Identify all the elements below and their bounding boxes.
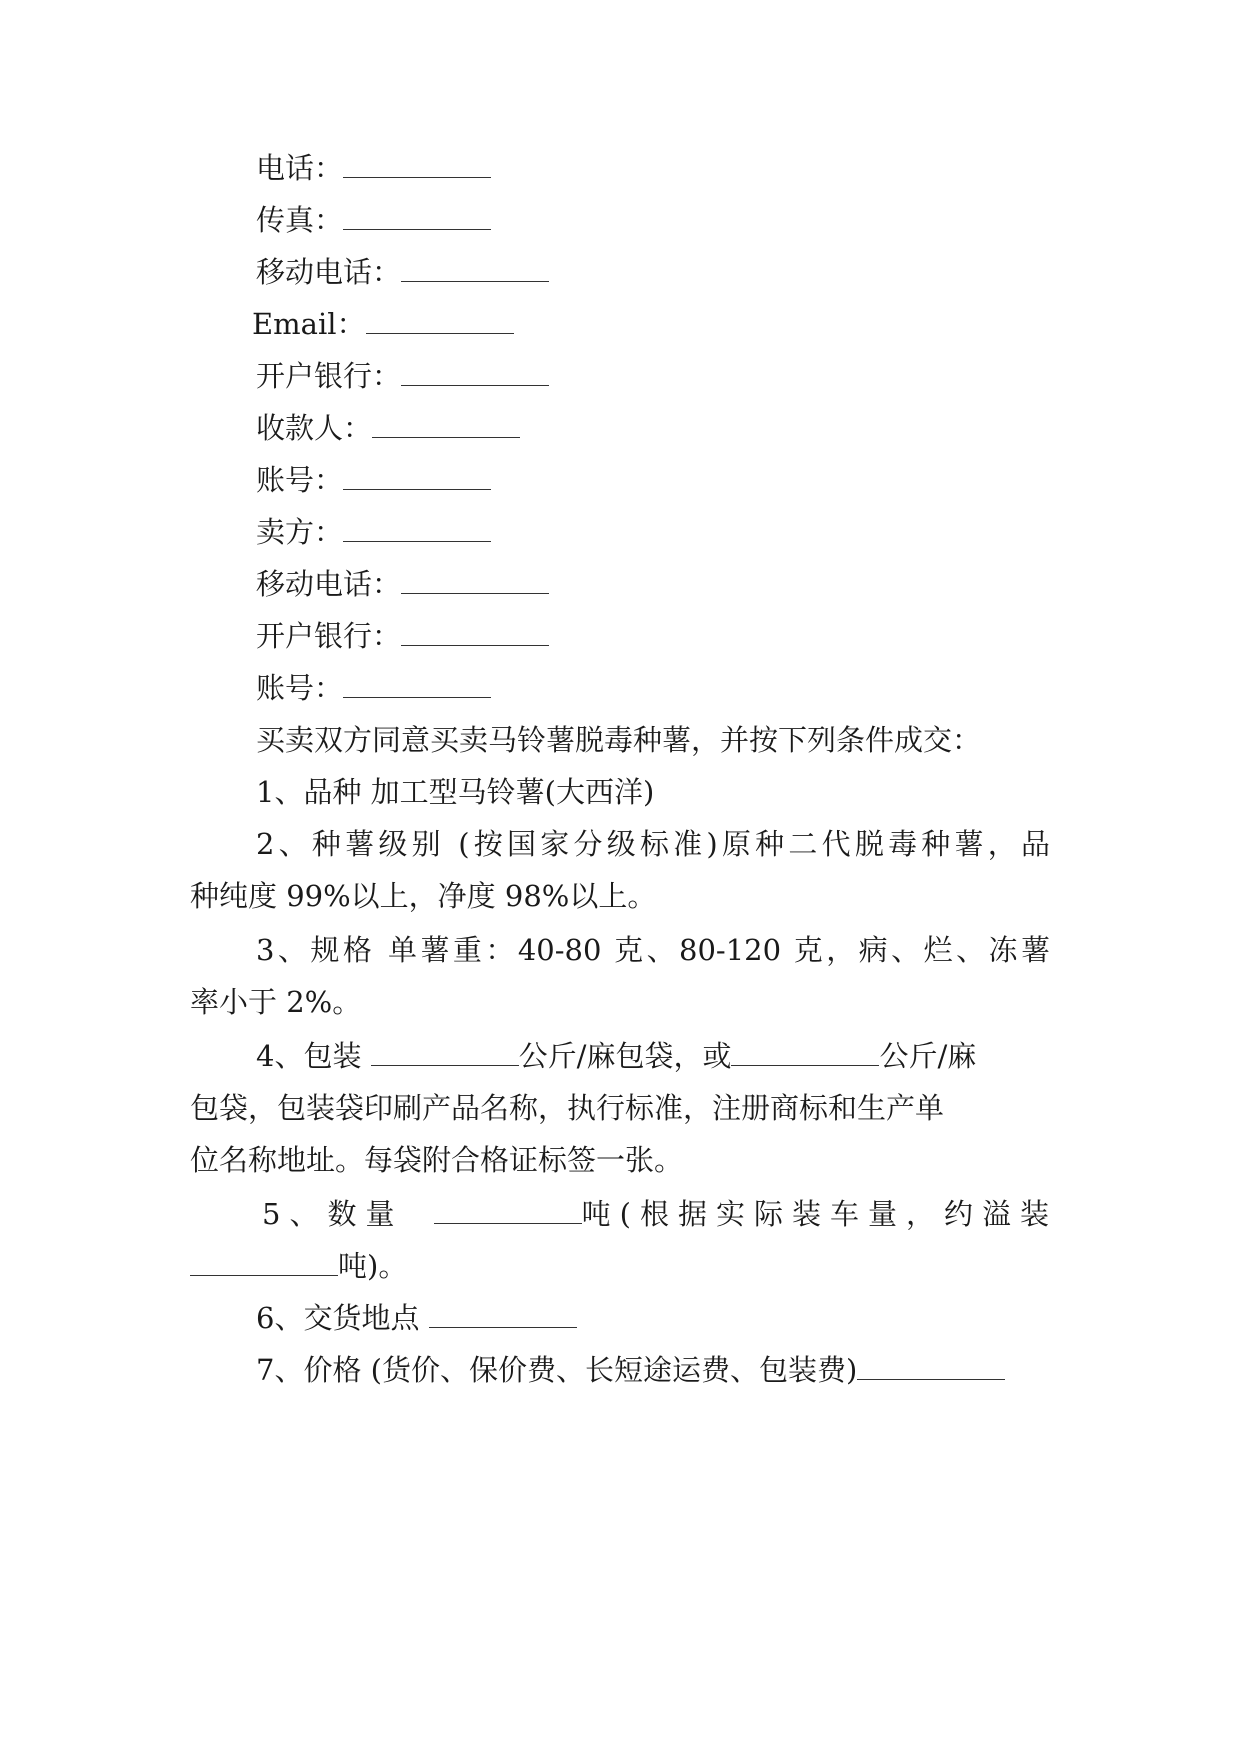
clause-1: 1、品种 加工型马铃薯(大西洋) [256, 775, 655, 809]
clause-5-prefix: 5、数量 [262, 1197, 422, 1231]
delivery-location-blank[interactable] [429, 1301, 577, 1328]
clause-5-line-1 [262, 1194, 1058, 1234]
payee-blank[interactable] [372, 411, 520, 438]
quantity-blank[interactable] [434, 1197, 582, 1224]
intro-text: 买卖双方同意买卖马铃薯脱毒种薯，并按下列条件成交： [256, 723, 982, 757]
seller-mobile-field [256, 564, 549, 604]
clause-4-line-1 [256, 1036, 976, 1076]
email-blank[interactable] [366, 307, 514, 334]
seller-account-field [256, 668, 491, 708]
package-weight-blank-2[interactable] [731, 1039, 879, 1066]
phone-blank[interactable] [343, 151, 491, 178]
seller-blank[interactable] [343, 515, 491, 542]
clause-2-line-2: 种纯度 99%以上，净度 98%以上。 [190, 879, 657, 913]
bank-blank[interactable] [401, 359, 549, 386]
mobile-label: 移动电话： [256, 255, 402, 289]
payee-label: 收款人： [256, 411, 373, 445]
phone-label: 电话： [256, 151, 344, 185]
package-weight-blank-1[interactable] [371, 1039, 519, 1066]
fax-field [256, 200, 491, 240]
mobile-field [256, 252, 549, 292]
clause-4-prefix: 4、包装 [256, 1039, 371, 1073]
clause-5-line-2 [190, 1246, 1050, 1286]
clause-3-line-1 [256, 930, 1050, 970]
seller-account-blank[interactable] [343, 671, 491, 698]
seller-mobile-label: 移动电话： [256, 567, 402, 601]
clause-7 [256, 1350, 1005, 1390]
phone-field [256, 148, 491, 188]
email-label: Email： [252, 307, 366, 341]
seller-bank-label: 开户银行： [256, 619, 402, 653]
fax-label: 传真： [256, 203, 344, 237]
clause-3-line-2: 率小于 2%。 [190, 985, 362, 1019]
seller-label: 卖方： [256, 515, 344, 549]
account-blank[interactable] [343, 463, 491, 490]
seller-bank-blank[interactable] [401, 619, 549, 646]
bank-label: 开户银行： [256, 359, 402, 393]
account-label: 账号： [256, 463, 344, 497]
clause-4-line-2: 包袋，包装袋印刷产品名称，执行标准，注册商标和生产单 [190, 1091, 945, 1125]
clause-3-text-1: 3、规格 单薯重：40-80 克、80-120 克，病、烂、冻薯 [256, 933, 1050, 967]
email-field [252, 304, 514, 344]
clause-6-label: 6、交货地点 [256, 1301, 429, 1335]
fax-blank[interactable] [343, 203, 491, 230]
price-blank[interactable] [857, 1353, 1005, 1380]
clause-5-mid: 吨(根据实际装车量，约溢装 [581, 1197, 1058, 1231]
bank-field [256, 356, 549, 396]
payee-field [256, 408, 520, 448]
account-field [256, 460, 491, 500]
clause-6 [256, 1298, 577, 1338]
clause-7-label: 7、价格 (货价、保价费、长短途运费、包装费) [256, 1353, 858, 1387]
clause-4-suffix: 公斤/麻 [879, 1039, 977, 1073]
clause-2-line-1 [256, 824, 1050, 864]
seller-mobile-blank[interactable] [401, 567, 549, 594]
clause-2-text-1: 2、种薯级别 (按国家分级标准)原种二代脱毒种薯，品 [256, 827, 1050, 861]
seller-bank-field [256, 616, 549, 656]
clause-4-mid: 公斤/麻包袋，或 [518, 1039, 732, 1073]
seller-field [256, 512, 491, 552]
clause-4-line-3: 位名称地址。每袋附合格证标签一张。 [190, 1143, 684, 1177]
clause-5-line-2-text: 吨)。 [338, 1249, 408, 1283]
seller-account-label: 账号： [256, 671, 344, 705]
overflow-quantity-blank[interactable] [190, 1249, 338, 1276]
mobile-blank[interactable] [401, 255, 549, 282]
